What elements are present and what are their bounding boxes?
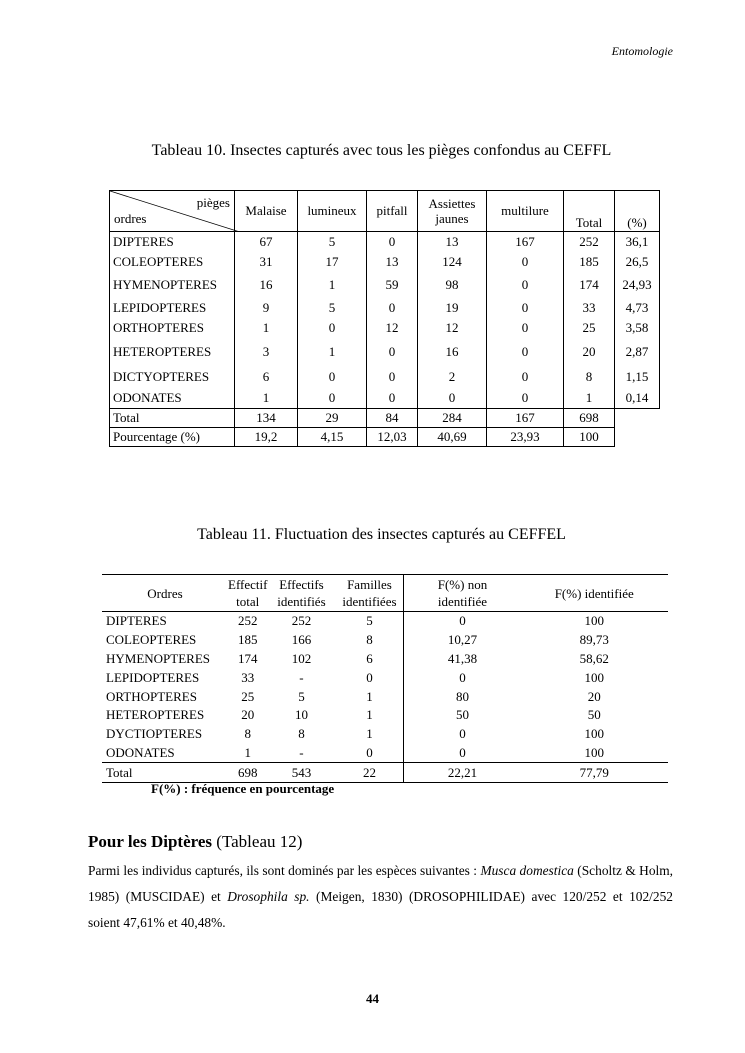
table11-cell: 100 <box>584 669 604 685</box>
table10-row <box>110 252 660 272</box>
table10-cell: 5 <box>298 298 367 318</box>
table10-cell: 0 <box>487 338 564 366</box>
table10-cell: 0 <box>487 298 564 318</box>
table11-row <box>102 744 668 763</box>
table11-cell: LEPIDOPTERES <box>106 669 200 685</box>
table10-cell: 0 <box>487 388 564 409</box>
table10-row <box>110 272 660 298</box>
table10-cell: 24,93 <box>615 272 660 298</box>
table10-cell: 0 <box>367 232 418 253</box>
table10-cell: 3 <box>235 338 298 366</box>
para-text: (Scholtz & Holm, 1985) (MUSCIDAE) et <box>88 863 673 904</box>
table11-cell: 1 <box>244 744 251 760</box>
table10-cell: 0 <box>487 318 564 338</box>
table11-cell: 252 <box>291 613 312 629</box>
table10-cell: 0 <box>418 388 487 409</box>
table10-cell: DICTYOPTERES <box>110 366 235 388</box>
table11-cell: 8 <box>335 631 404 650</box>
table11-cell: 20 <box>241 707 255 723</box>
col-header: Effectifs identifiés <box>267 575 335 612</box>
table10-cell: 0 <box>487 366 564 388</box>
table10-cell: 124 <box>418 252 487 272</box>
table11-caption: Tableau 11. Fluctuation des insectes capturés au CEFFEL <box>197 526 566 543</box>
total-cell: 84 <box>367 409 418 428</box>
table11-cell: DYCTIOPTERES <box>106 726 203 742</box>
table11-cell: 25 <box>241 688 255 704</box>
table10-cell: 6 <box>235 366 298 388</box>
percent-total: 100 <box>564 428 615 447</box>
table11-row <box>102 668 668 687</box>
table10-cell: 59 <box>367 272 418 298</box>
body-paragraph <box>88 858 673 936</box>
total-label: Total <box>102 763 228 783</box>
table11-cell: 0 <box>459 669 466 685</box>
table10-cell: 13 <box>418 232 487 253</box>
table11-cell: COLEOPTERES <box>106 632 197 648</box>
table11-cell: - <box>299 669 304 685</box>
table11-cell: 100 <box>584 744 604 760</box>
table11-row <box>102 687 668 706</box>
percent-cell: 40,69 <box>418 428 487 447</box>
table10-cell: 0 <box>298 366 367 388</box>
table10-cell: 36,1 <box>615 232 660 253</box>
table10-cell: COLEOPTERES <box>110 252 235 272</box>
percent-cell: 4,15 <box>298 428 367 447</box>
table11-cell: 41,38 <box>447 650 478 666</box>
table10-cell: 0 <box>367 338 418 366</box>
table10-cell: 98 <box>418 272 487 298</box>
table10-cell: 9 <box>235 298 298 318</box>
table11-cell: 50 <box>587 707 601 723</box>
species-name: Musca domestica <box>480 863 574 878</box>
table10-cell: 4,73 <box>615 298 660 318</box>
para-text: Parmi les individus capturés, ils sont dominés par les espèces suivantes : <box>88 863 481 878</box>
total-cell: 167 <box>487 409 564 428</box>
diag-top-label: pièges <box>196 195 230 210</box>
table10-cell: 185 <box>564 252 615 272</box>
section-title <box>88 832 302 852</box>
table11-cell: 252 <box>237 613 258 629</box>
table11-cell: 10 <box>294 707 308 723</box>
table10-caption: Tableau 10. Insectes capturés avec tous les pièges confondus au CEFFL <box>151 142 612 159</box>
table11-cell: 100 <box>584 726 604 742</box>
table11-cell: - <box>299 744 304 760</box>
table10-cell: 19 <box>418 298 487 318</box>
table11-cell: 100 <box>584 613 604 629</box>
table11-cell: 80 <box>455 688 469 704</box>
table11-cell: 174 <box>237 650 258 666</box>
col-header: Malaise <box>235 191 298 232</box>
section-title-bold: Pour les Diptères <box>88 832 213 851</box>
section-title-rest: (Tableau 12) <box>212 832 303 851</box>
species-name: Drosophila sp. <box>227 889 310 904</box>
diag-bottom-label: ordres <box>114 211 147 226</box>
table11-cell: 20 <box>587 688 601 704</box>
table10-cell: 0 <box>367 388 418 409</box>
table10-cell: 252 <box>564 232 615 253</box>
table10-cell: 1 <box>235 318 298 338</box>
table10-cell: 1 <box>235 388 298 409</box>
table10-cell: 1 <box>564 388 615 409</box>
table11-cell: 58,62 <box>579 650 609 666</box>
table11-cell: 8 <box>298 726 305 742</box>
table10-cell: 0 <box>487 272 564 298</box>
table11-cell: DIPTERES <box>106 613 167 629</box>
table10-cell: 5 <box>298 232 367 253</box>
table10-cell: 0 <box>367 366 418 388</box>
total-cell: 284 <box>418 409 487 428</box>
table11-cell: 0 <box>459 744 466 760</box>
table10-cell: ODONATES <box>110 388 235 409</box>
table10-row <box>110 388 660 409</box>
total-header: Total <box>564 191 615 232</box>
total-cell: 22 <box>335 763 404 783</box>
table10-cell: 1 <box>298 338 367 366</box>
total-cell: 698 <box>228 763 267 783</box>
table11-cell: 5 <box>298 688 305 704</box>
table10-cell: HYMENOPTERES <box>110 272 235 298</box>
table10-cell: 12 <box>418 318 487 338</box>
table10-cell: 0 <box>298 318 367 338</box>
table11-cell: 1 <box>335 725 404 744</box>
grand-total: 698 <box>564 409 615 428</box>
table10-cell: 67 <box>235 232 298 253</box>
table10-cell: 2 <box>418 366 487 388</box>
total-cell: 543 <box>267 763 335 783</box>
col-header: F(%) identifiée <box>520 575 668 612</box>
table11-cell: 185 <box>237 632 258 648</box>
total-label: Total <box>110 409 235 428</box>
table11-cell: 1 <box>335 706 404 725</box>
table11-cell: 166 <box>291 632 312 648</box>
percent-cell: 23,93 <box>487 428 564 447</box>
table10-cell: 0 <box>487 252 564 272</box>
diagonal-header-cell <box>110 191 235 232</box>
table11-cell: 102 <box>291 650 312 666</box>
table11-cell: 0 <box>459 613 466 629</box>
col-header: multilure <box>487 191 564 232</box>
col-header: F(%) non identifiée <box>404 575 521 612</box>
table11-cell: 6 <box>335 650 404 669</box>
table10-cell: 8 <box>564 366 615 388</box>
table10-cell: 20 <box>564 338 615 366</box>
table11-row <box>102 631 668 650</box>
para-text: (Meigen, 1830) (DROSOPHILIDAE) avec 120/252 et 102/252 soient 47,61% et 40,48%. <box>88 889 673 930</box>
table10-cell: 174 <box>564 272 615 298</box>
running-header: Entomologie <box>611 44 673 58</box>
table11-cell: HETEROPTERES <box>106 707 205 723</box>
table11-row <box>102 612 668 631</box>
pct-header: (%) <box>615 191 660 232</box>
table11-cell: 8 <box>244 726 251 742</box>
table10-cell: 17 <box>298 252 367 272</box>
table10-cell: 13 <box>367 252 418 272</box>
table10-row <box>110 298 660 318</box>
table10-cell: 31 <box>235 252 298 272</box>
percent-cell: 19,2 <box>235 428 298 447</box>
table11-cell: 5 <box>335 612 404 631</box>
col-header: pitfall <box>367 191 418 232</box>
table10-cell: 0,14 <box>615 388 660 409</box>
table10-row <box>110 338 660 366</box>
percent-cell: 12,03 <box>367 428 418 447</box>
table10-cell: 26,5 <box>615 252 660 272</box>
table10-cell: 2,87 <box>615 338 660 366</box>
table11-row <box>102 725 668 744</box>
table11-row <box>102 650 668 669</box>
table11-row <box>102 706 668 725</box>
table10-cell: 1 <box>298 272 367 298</box>
table11-cell: 33 <box>241 669 255 685</box>
table10-row <box>110 232 660 253</box>
table11-cell: ODONATES <box>106 744 175 760</box>
table10-cell: DIPTERES <box>110 232 235 253</box>
table10 <box>109 190 660 447</box>
col-header: Effectif total <box>228 575 267 612</box>
table10-cell: 0 <box>367 298 418 318</box>
col-header: lumineux <box>298 191 367 232</box>
table10-cell: 167 <box>487 232 564 253</box>
table11-cell: ORTHOPTERES <box>106 688 197 704</box>
table11-cell: 1 <box>335 687 404 706</box>
table10-cell: 33 <box>564 298 615 318</box>
table10-cell: HETEROPTERES <box>110 338 235 366</box>
page-number: 44 <box>366 991 379 1006</box>
table10-cell: 1,15 <box>615 366 660 388</box>
table10-cell: ORTHOPTERES <box>110 318 235 338</box>
table11 <box>102 574 668 783</box>
percent-label: Pourcentage (%) <box>110 428 235 447</box>
col-header: Ordres <box>102 575 228 612</box>
table11-cell: 89,73 <box>579 632 609 648</box>
table11-cell: 50 <box>455 707 469 723</box>
table11-cell: 0 <box>335 744 404 763</box>
col-header: Assiettes jaunes <box>418 191 487 232</box>
table10-row <box>110 318 660 338</box>
table10-cell: 12 <box>367 318 418 338</box>
table11-cell: HYMENOPTERES <box>106 650 211 666</box>
table10-cell: 25 <box>564 318 615 338</box>
table11-note: F(%) : fréquence en pourcentage <box>151 781 335 796</box>
col-header: Familles identifiées <box>335 575 404 612</box>
table10-cell: 16 <box>418 338 487 366</box>
table10-cell: 0 <box>298 388 367 409</box>
table11-cell: 0 <box>335 668 404 687</box>
table10-cell: 3,58 <box>615 318 660 338</box>
table10-cell: 16 <box>235 272 298 298</box>
total-cell: 29 <box>298 409 367 428</box>
total-cell: 134 <box>235 409 298 428</box>
table10-cell: LEPIDOPTERES <box>110 298 235 318</box>
total-cell: 77,79 <box>520 763 668 783</box>
table10-row <box>110 366 660 388</box>
total-cell: 22,21 <box>404 763 521 783</box>
table11-cell: 0 <box>459 726 466 742</box>
table11-cell: 10,27 <box>447 632 478 648</box>
